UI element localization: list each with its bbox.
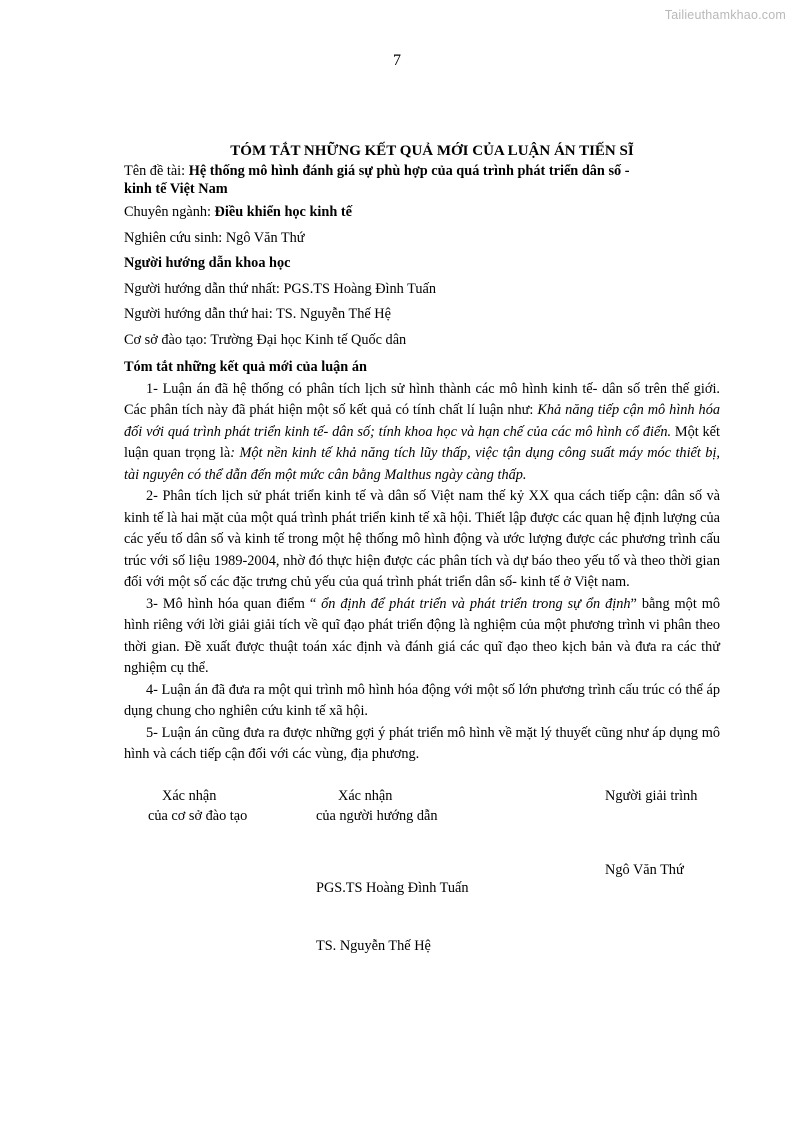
p3-text-c: ” bằng một mô hình riêng với lời giải giải tích về quĩ đạo phát triển động là nghiệm của một phương trình vi phân theo thời gian. Đề xuất được thuật toán xác định và đánh giá các quĩ đạo theo kịch bản và đưa ra các thử nghiệm cụ thể. xyxy=(124,595,720,676)
major-line xyxy=(124,202,720,224)
major-value: Điều khiển học kinh tế xyxy=(214,204,352,220)
p3-text-b: ổn định để phát triển và phát triển trong sự ổn định xyxy=(321,595,631,612)
signature-col2-line1: Xác nhận xyxy=(338,788,393,804)
institution-line: Cơ sở đào tạo: Trường Đại học Kinh tế Quốc dân xyxy=(124,331,407,348)
p1-text-b: Khả năng tiếp cận mô hình hóa đối với quá trình phát triển kinh tế- dân số; tính khoa học và hạn chế của các mô hình cổ điển. xyxy=(124,402,720,440)
document-body xyxy=(124,140,720,766)
watermark: Tailieuthamkhao.com xyxy=(664,8,786,22)
signature-col3-line1: Người giải trình xyxy=(605,788,698,804)
p1-text-a: 1- Luận án đã hệ thống có phân tích lịch sử hình thành các mô hình kinh tế- dân số trên thế giới. Các phân tích này đã phát hiện một số kết quả có tính chất lí luận như: xyxy=(124,380,720,418)
signer-name: Ngô Văn Thứ xyxy=(605,862,684,878)
topic-label: Tên đề tài: xyxy=(124,163,189,179)
supervisors-heading: Người hướng dẫn khoa học xyxy=(124,255,291,271)
summary-heading: Tóm tắt những kết quả mới của luận án xyxy=(124,359,367,375)
paragraph-4: 4- Luận án đã đưa ra một qui trình mô hình hóa động với một số lớn phương trình cấu trúc có thể áp dụng chung cho nghiên cứu kinh tế xã hội. xyxy=(124,681,720,719)
p3-text-a: 3- Mô hình hóa quan điểm “ xyxy=(146,595,322,612)
paragraph-3 xyxy=(124,594,720,680)
p1-text-c: Một kết luận quan trọng là xyxy=(124,423,720,461)
paragraph-5: 5- Luận án cũng đưa ra được những gợi ý phát triển mô hình về mặt lý thuyết cũng như áp dụng mô hình và cách tiếp cận đối với các vùng, địa phương. xyxy=(124,724,720,762)
researcher-line: Nghiên cứu sinh: Ngô Văn Thứ xyxy=(124,229,305,246)
page-number: 7 xyxy=(393,52,401,69)
supervisor1-line: Người hướng dẫn thứ nhất: PGS.TS Hoàng Đình Tuấn xyxy=(124,280,437,297)
p1-text-d: : Một nền kinh tế khả năng tích lũy thấp, việc tận dụng công suất máy móc thiết bị, tài nguyên có thể dẫn đến một mức cân bằng Malthus ngày càng thấp. xyxy=(124,445,721,483)
topic-value-line2: kinh tế Việt Nam xyxy=(124,181,228,197)
major-label: Chuyên ngành: xyxy=(124,204,215,220)
document-title: TÓM TẮT NHỮNG KẾT QUẢ MỚI CỦA LUẬN ÁN TIẾN SĨ xyxy=(230,143,634,159)
topic-value-line1: Hệ thống mô hình đánh giá sự phù hợp của quá trình phát triển dân số - xyxy=(188,163,630,179)
supervisor1-signature-name: PGS.TS Hoàng Đình Tuấn xyxy=(316,880,469,896)
paragraph-2: 2- Phân tích lịch sử phát triển kinh tế và dân số Việt nam thế kỷ XX qua cách tiếp cận: dân số và kinh tế là hai mặt của một quá trình phát triển kinh tế xã hội. Thiết lập được các quan hệ định lượng của các yếu tố dân số và kinh tế trong một hệ thống mô hình động và ước lượng được các phương trình cấu trúc với số liệu 1989-2004, nhờ đó thực hiện được các phân tích và dự báo theo yếu tố và theo thời gian đối với một số các đặc trưng chủ yếu của quá trình phát triển dân số- kinh tế ở Việt nam. xyxy=(124,488,720,590)
supervisor2-signature-name: TS. Nguyễn Thế Hệ xyxy=(316,938,431,954)
signature-col1-line1: Xác nhận xyxy=(162,788,217,804)
signature-col1-line2: của cơ sở đào tạo xyxy=(148,808,248,824)
topic-line xyxy=(124,162,720,198)
paragraph-1 xyxy=(124,379,720,487)
signature-block xyxy=(0,786,794,986)
signature-col2-line2: của người hướng dẫn xyxy=(316,808,438,824)
supervisor2-line: Người hướng dẫn thứ hai: TS. Nguyễn Thế Hệ xyxy=(124,306,391,322)
